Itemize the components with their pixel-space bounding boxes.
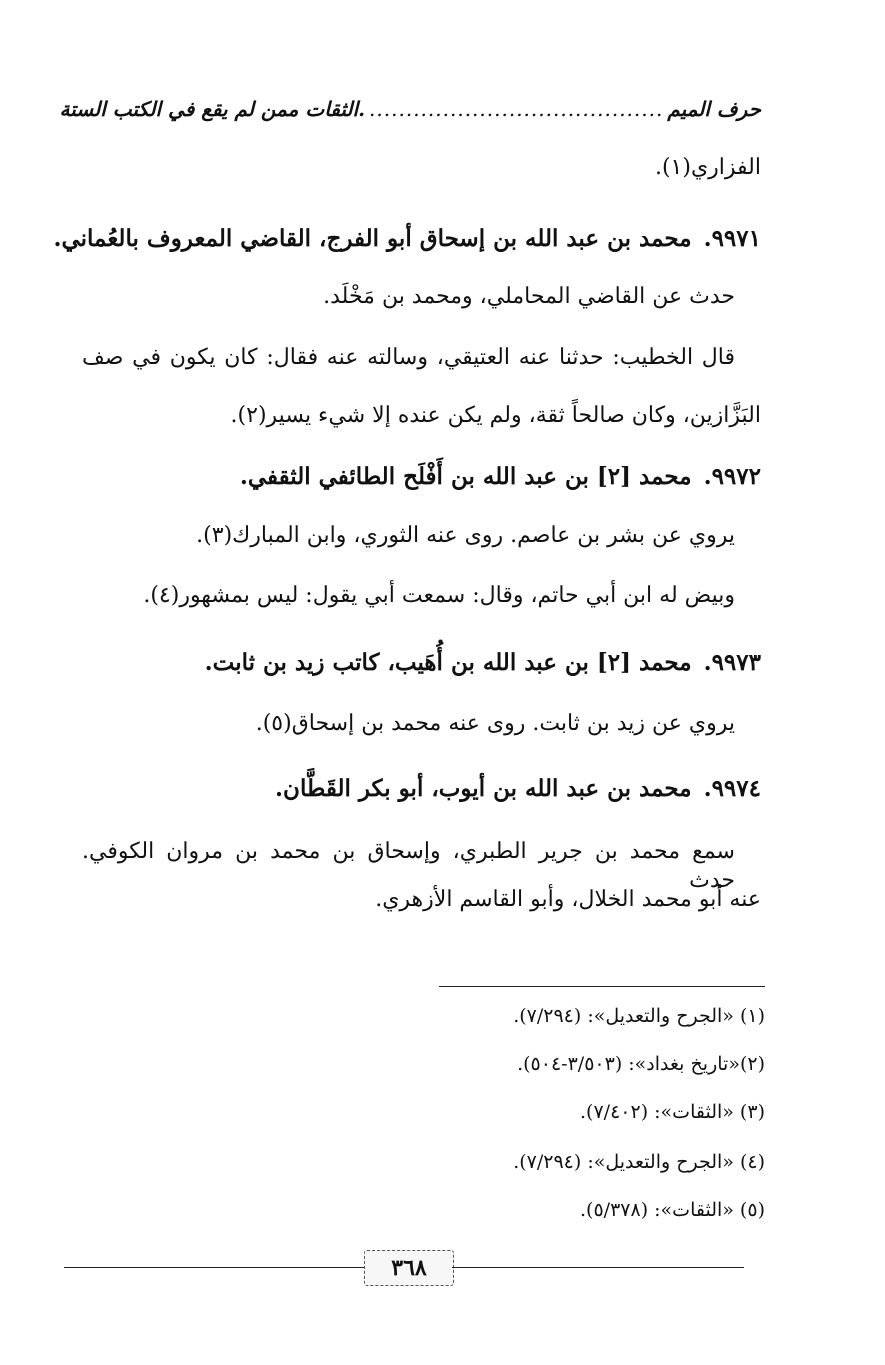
header-chapter-title: حرف الميم: [667, 97, 761, 121]
header-leader-dots: ........................................: [369, 97, 664, 121]
entry-title: محمد [٢] بن عبد الله بن أُهَيب، كاتب زيد بن ثابت.: [204, 649, 692, 676]
footnote-5: (٥) «الثقات»: (٥/٣٧٨).: [580, 1199, 765, 1221]
entry-heading-9971: [53, 224, 761, 254]
text-line: قال الخطيب: حدثنا عنه العتيقي، وسالته عنه فقال: كان يكون في صف: [82, 345, 735, 370]
page-number: ٣٦٨: [364, 1250, 454, 1286]
entry-number: ٩٩٧٤.: [703, 775, 761, 802]
text-line: عنه أبو محمد الخلال، وأبو القاسم الأزهري.: [375, 887, 761, 912]
footnote-1: (١) «الجرح والتعديل»: (٧/٢٩٤).: [513, 1005, 765, 1027]
footnote-4: (٤) «الجرح والتعديل»: (٧/٢٩٤).: [513, 1151, 765, 1173]
text-line: يروي عن بشر بن عاصم. روى عنه الثوري، وابن المبارك(٣).: [196, 523, 735, 548]
footnote-2: (٢)«تاريخ بغداد»: (٣/٥٠٣-٥٠٤).: [517, 1053, 765, 1075]
text-line: يروي عن زيد بن ثابت. روى عنه محمد بن إسحاق(٥).: [255, 711, 735, 736]
entry-number: ٩٩٧١.: [703, 225, 761, 252]
text-line: البَزَّازين، وكان صالحاً ثقة، ولم يكن عنده إلا شيء يسير(٢).: [230, 403, 761, 428]
entry-title: محمد [٢] بن عبد الله بن أَفْلَح الطائفي الثقفي.: [239, 463, 692, 490]
footer-rule-left: [64, 1267, 364, 1268]
footer-rule-right: [452, 1267, 744, 1268]
text-line: وبيض له ابن أبي حاتم، وقال: سمعت أبي يقول: ليس بمشهور(٤).: [143, 583, 735, 608]
header-book-title: .الثقات ممن لم يقع في الكتب الستة: [59, 97, 366, 121]
entry-title: محمد بن عبد الله بن إسحاق أبو الفرج، القاضي المعروف بالعُماني.: [53, 225, 692, 252]
footnote-3: (٣) «الثقات»: (٧/٤٠٢).: [580, 1101, 765, 1123]
footnote-separator: [439, 986, 765, 987]
text-line: سمع محمد بن جرير الطبري، وإسحاق بن محمد بن مروان الكوفي. حدث: [82, 839, 735, 893]
text-line: حدث عن القاضي المحاملي، ومحمد بن مَخْلَد.: [323, 284, 735, 309]
text-line: الفزاري(١).: [654, 155, 761, 180]
running-header: [59, 92, 761, 126]
entry-heading-9972: [82, 462, 761, 492]
entry-heading-9974: [82, 774, 761, 804]
entry-number: ٩٩٧٣.: [703, 649, 761, 676]
entry-heading-9973: [82, 648, 761, 678]
entry-number: ٩٩٧٢.: [703, 463, 761, 490]
entry-title: محمد بن عبد الله بن أيوب، أبو بكر القَطَّان.: [275, 775, 692, 802]
